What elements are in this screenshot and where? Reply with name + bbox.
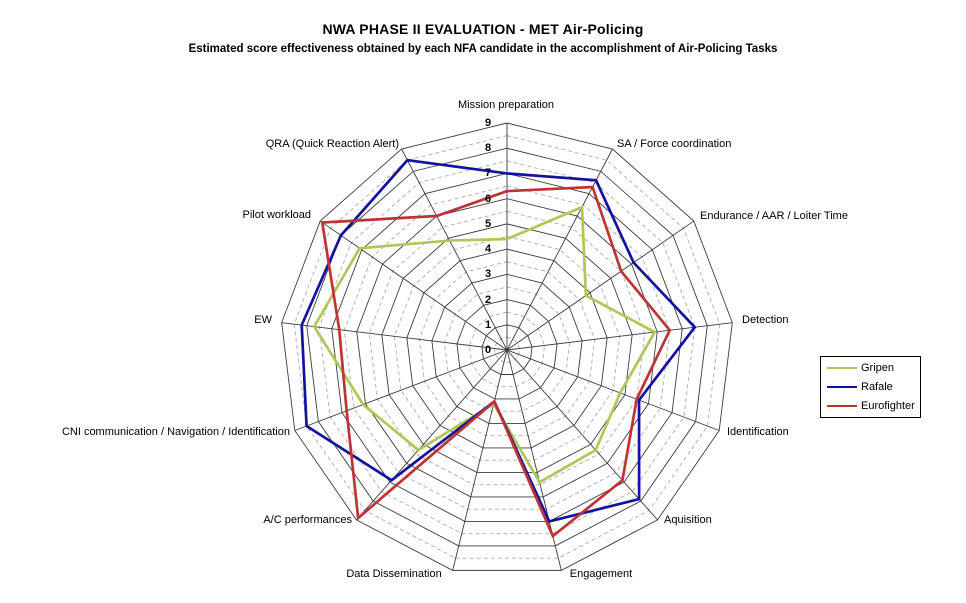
axis-spoke (507, 350, 658, 520)
legend-label-gripen: Gripen (861, 362, 895, 375)
axis-label-detection: Detection (742, 314, 789, 326)
axis-label-sa-force-coordination: SA / Force coordination (617, 138, 732, 150)
axis-label-mission-preparation: Mission preparation (458, 99, 554, 111)
axis-label-cni-communication-navigation-identification: CNI communication / Navigation / Identification (61, 426, 290, 438)
legend (820, 356, 921, 418)
legend-item-rafale (821, 378, 920, 396)
radial-tick-1: 1 (484, 318, 492, 331)
radial-tick-0: 0 (484, 344, 492, 356)
series-polygon-rafale (302, 160, 695, 521)
eurofighter-line-swatch (827, 405, 857, 407)
axis-label-data-dissemination: Data Dissemination (346, 568, 442, 580)
radial-tick-2: 2 (484, 293, 492, 306)
axis-label-ew: EW (254, 314, 272, 326)
rafale-line-swatch (827, 386, 857, 388)
gripen-line-swatch (827, 367, 857, 369)
legend-item-gripen (821, 359, 920, 377)
axis-label-aquisition: Aquisition (664, 514, 712, 526)
legend-label-rafale: Rafale (861, 380, 893, 393)
radial-tick-6: 6 (484, 192, 492, 205)
axis-spoke (453, 350, 507, 570)
radial-tick-9: 9 (484, 117, 492, 130)
chart-title: NWA PHASE II EVALUATION - MET Air-Policing (322, 21, 644, 37)
axis-label-endurance-aar-loiter-time: Endurance / AAR / Loiter Time (700, 210, 848, 222)
radial-tick-7: 7 (484, 167, 492, 180)
legend-label-eurofighter: Eurofighter (861, 399, 915, 412)
radial-tick-4: 4 (484, 243, 492, 256)
legend-item-eurofighter (821, 397, 920, 415)
axis-spoke (507, 350, 719, 430)
axis-label-pilot-workload: Pilot workload (242, 209, 311, 221)
axis-label-identification: Identification (727, 426, 789, 438)
radial-tick-3: 3 (484, 268, 492, 281)
radial-tick-8: 8 (484, 142, 492, 155)
chart-subtitle: Estimated score effectiveness obtained by each NFA candidate in the accomplishment of Air-Policing Tasks (188, 43, 778, 55)
radial-tick-5: 5 (484, 217, 492, 230)
axis-label-engagement: Engagement (569, 568, 633, 580)
axis-label-qra-quick-reaction-alert: QRA (Quick Reaction Alert) (265, 138, 399, 150)
axis-label-ac-performances: A/C performances (263, 514, 352, 526)
